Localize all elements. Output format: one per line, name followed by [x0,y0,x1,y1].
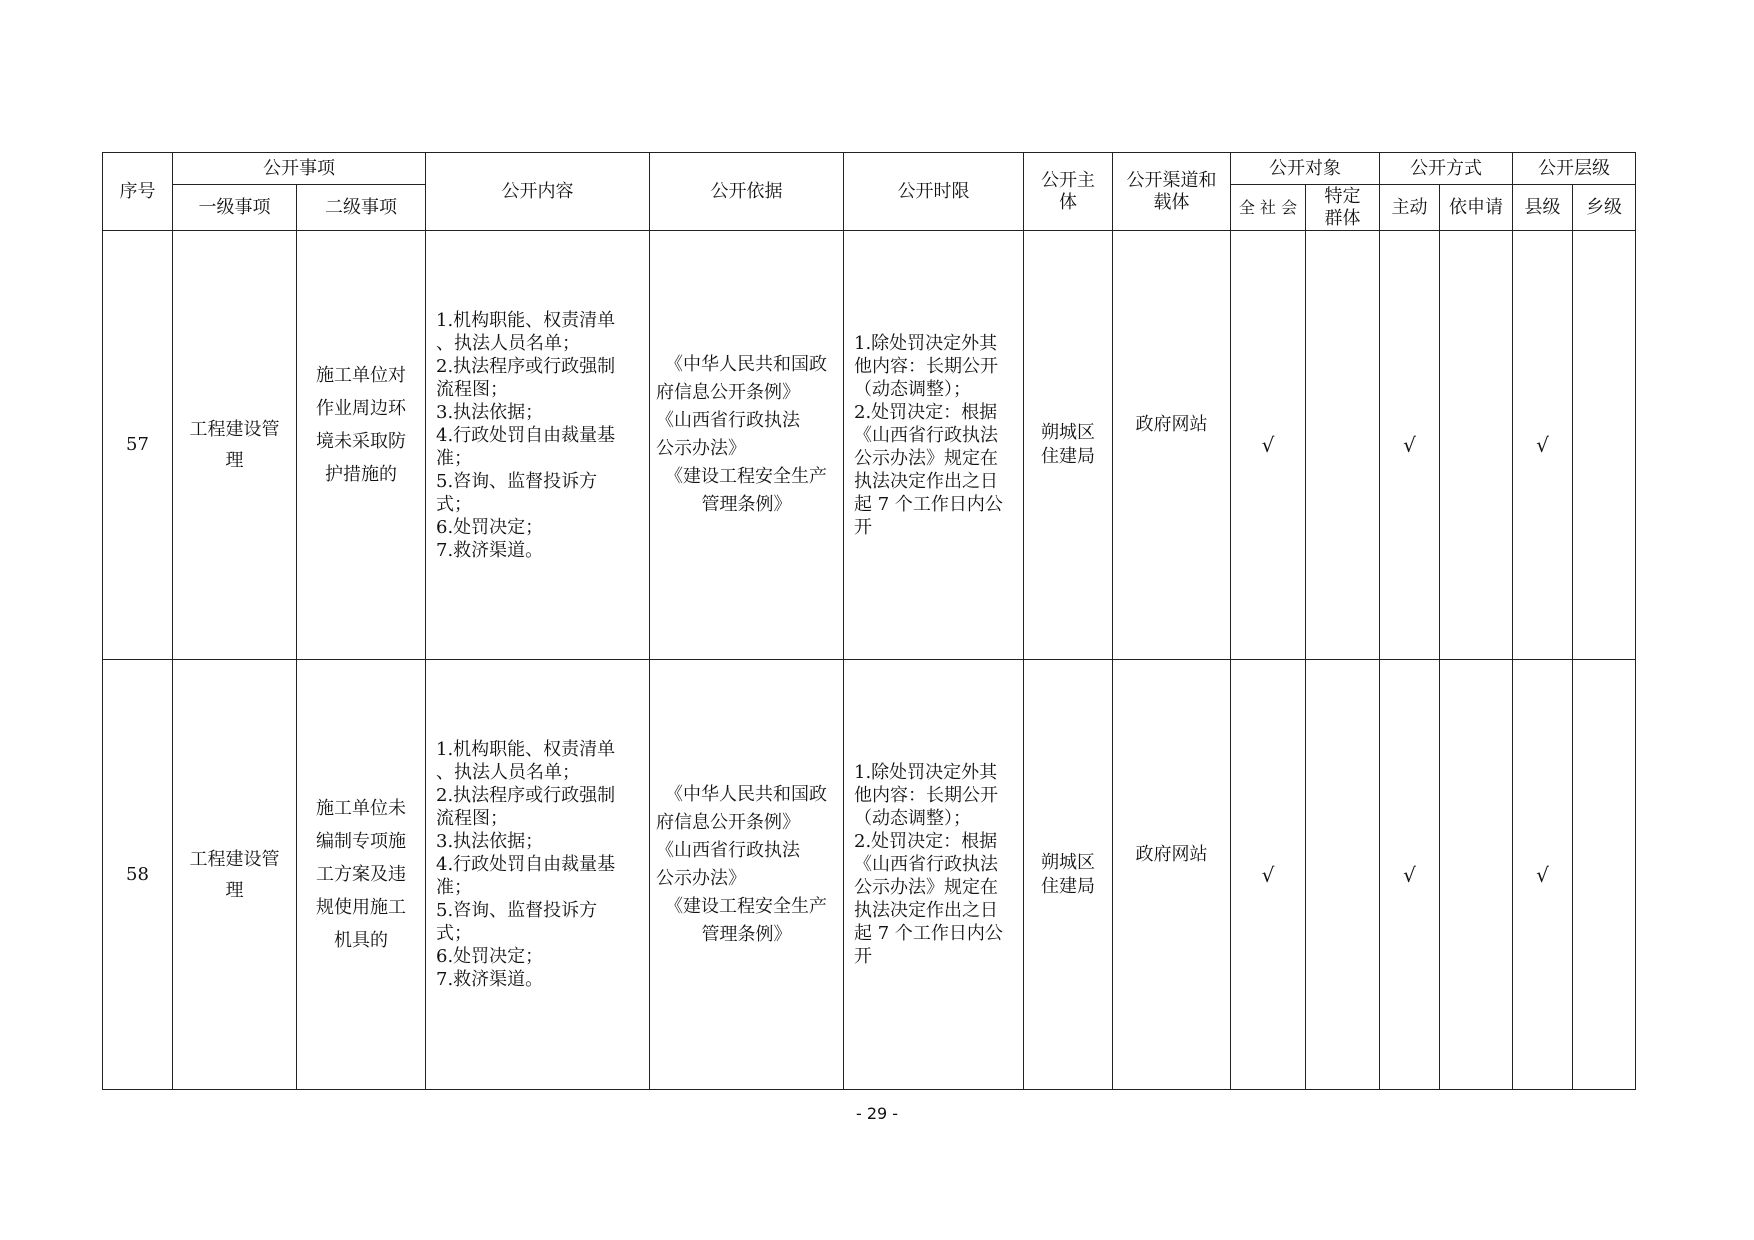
header-target-group: 公开对象 [1231,153,1380,185]
row-content [426,660,650,1090]
header-mode-request: 依申请 [1440,185,1513,231]
basis-line: 《建设工程安全生产 [665,466,827,487]
header-subject-line: 体 [1059,191,1077,213]
header-content: 公开内容 [426,153,650,231]
header-items-group: 公开事项 [173,153,426,185]
header-seq: 序号 [103,153,173,231]
row-mode-active: √ [1380,660,1440,1090]
time-limit-line: 开 [854,516,872,538]
content-line: 1.机构职能、权责清单 [436,309,616,331]
time-limit-line: 他内容：长期公开 [854,785,998,806]
header-channel [1113,153,1231,231]
level2-line: 施工单位对 [316,365,406,386]
content-line: 流程图； [436,808,508,829]
row-subject [1024,660,1113,1090]
header-level2: 二级事项 [297,185,426,231]
content-line: 式； [436,923,472,944]
basis-line: 府信息公开条例》 [656,811,800,833]
basis-line: 管理条例》 [701,494,792,515]
time-limit-line: 1.除处罚决定外其 [854,332,998,354]
header-level-township: 乡级 [1573,185,1636,231]
level2-line: 护措施的 [325,464,397,485]
time-limit-line: 执法决定作出之日 [854,900,998,921]
row-target-all: √ [1231,231,1306,660]
content-line: 1.机构职能、权责清单 [436,739,616,760]
basis-line: 《中华人民共和国政 [665,354,827,375]
basis-line: 府信息公开条例》 [656,382,800,403]
content-line: 7.救济渠道。 [436,539,544,561]
page-number: - 29 - [855,1104,899,1123]
time-limit-line: 《山西省行政执法 [854,424,998,446]
content-line: 5.咨询、监督投诉方 [436,470,598,492]
header-channel-line: 公开渠道和 [1126,169,1217,191]
row-subject [1024,231,1113,660]
row-basis [650,660,844,1090]
header-subject [1024,153,1113,231]
basis-line: 《建设工程安全生产 [665,895,827,917]
row-target-all: √ [1231,660,1306,1090]
level1-line: 工程建设管 [189,419,280,440]
content-line: 2.执法程序或行政强制 [436,785,616,806]
level2-line: 工方案及违 [316,864,406,885]
content-line: 6.处罚决定； [436,516,544,538]
content-line: 式； [436,493,472,515]
row-channel: 政府网站 [1113,231,1231,660]
header-level-county: 县级 [1513,185,1573,231]
row-mode-request [1440,660,1513,1090]
content-line: 2.执法程序或行政强制 [436,355,616,377]
row-level2 [297,660,426,1090]
row-seq: 58 [103,660,173,1090]
content-line: 3.执法依据； [436,831,544,852]
row-level-township [1573,231,1636,660]
header-mode-group: 公开方式 [1380,153,1513,185]
content-line: 准； [436,447,472,469]
header-level-group: 公开层级 [1513,153,1636,185]
level2-line: 境未采取防 [316,431,406,452]
subject-line: 朔城区 [1041,422,1095,443]
row-basis [650,231,844,660]
row-target-specific [1306,231,1380,660]
content-line: 3.执法依据； [436,401,544,423]
row-level-township [1573,660,1636,1090]
header-target-specific-line: 群体 [1324,207,1361,229]
row-level1 [173,231,297,660]
content-line: 4.行政处罚自由裁量基 [436,854,616,875]
content-line: 7.救济渠道。 [436,969,544,990]
row-seq: 57 [103,231,173,660]
table-row [103,660,1636,1090]
row-mode-request [1440,231,1513,660]
header-basis: 公开依据 [650,153,844,231]
row-time-limit [844,660,1024,1090]
time-limit-line: （动态调整）； [854,808,971,829]
level1-line: 工程建设管 [189,848,280,870]
row-level1 [173,660,297,1090]
basis-line: 《山西省行政执法 [656,839,800,861]
content-line: 5.咨询、监督投诉方 [436,900,598,921]
row-channel: 政府网站 [1113,660,1231,1090]
content-line: 、执法人员名单； [436,762,580,783]
row-level-county: √ [1513,231,1573,660]
header-subject-line: 公开主 [1041,169,1095,191]
time-limit-line: （动态调整）； [854,378,971,400]
time-limit-line: 起 7 个工作日内公 [854,493,1003,515]
level2-line: 施工单位未 [316,798,406,819]
time-limit-line: 起 7 个工作日内公 [854,923,1003,944]
row-time-limit [844,231,1024,660]
level2-line: 作业周边环 [316,398,406,419]
time-limit-line: 开 [854,946,872,967]
header-target-specific [1306,185,1380,231]
level1-line: 理 [225,879,244,901]
subject-line: 朔城区 [1041,851,1095,873]
row-mode-active: √ [1380,231,1440,660]
content-line: 6.处罚决定； [436,946,544,967]
header-target-all: 全 社 会 [1231,185,1306,231]
header-target-specific-line: 特定 [1324,185,1361,207]
row-level2 [297,231,426,660]
subject-line: 住建局 [1041,446,1095,467]
time-limit-line: 他内容：长期公开 [854,355,998,377]
content-line: 4.行政处罚自由裁量基 [436,424,616,446]
basis-line: 公示办法》 [656,438,746,459]
content-line: 准； [436,877,472,898]
time-limit-line: 执法决定作出之日 [854,470,998,492]
basis-line: 公示办法》 [656,867,746,889]
time-limit-line: 公示办法》规定在 [854,877,998,898]
basis-line: 管理条例》 [701,923,792,945]
row-content [426,231,650,660]
subject-line: 住建局 [1041,875,1095,897]
level1-line: 理 [225,450,244,471]
level2-line: 规使用施工 [316,897,406,918]
basis-line: 《山西省行政执法 [656,410,800,431]
time-limit-line: 《山西省行政执法 [854,854,998,875]
time-limit-line: 1.除处罚决定外其 [854,762,998,783]
table-row [103,231,1636,660]
header-level1: 一级事项 [173,185,297,231]
basis-line: 《中华人民共和国政 [665,783,827,805]
level2-line: 编制专项施 [316,831,406,852]
time-limit-line: 2.处罚决定：根据 [854,401,998,423]
disclosure-table [102,152,1636,1090]
time-limit-line: 2.处罚决定：根据 [854,831,998,852]
header-mode-active: 主动 [1380,185,1440,231]
row-level-county: √ [1513,660,1573,1090]
level2-line: 机具的 [334,930,388,951]
row-target-specific [1306,660,1380,1090]
header-time-limit: 公开时限 [844,153,1024,231]
time-limit-line: 公示办法》规定在 [854,447,998,469]
content-line: 、执法人员名单； [436,332,580,354]
content-line: 流程图； [436,378,508,400]
header-channel-line: 载体 [1153,191,1190,213]
